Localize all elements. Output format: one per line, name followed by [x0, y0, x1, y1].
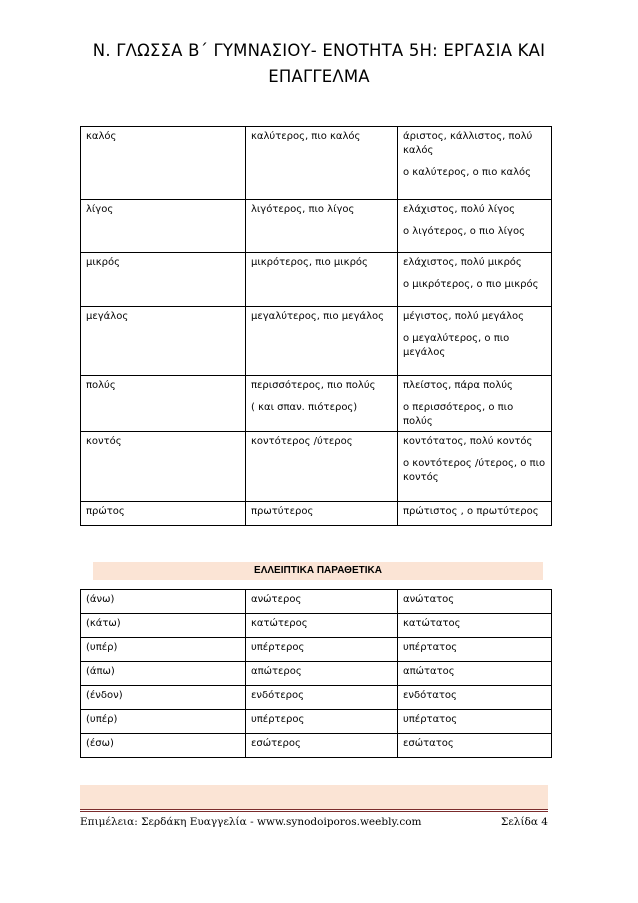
table-cell: (ένδον)	[81, 686, 246, 710]
superlative-cell	[398, 127, 552, 200]
comparative-cell	[246, 502, 398, 526]
cell-text: ο κοντότερος /ύτερος, ο πιο κοντός	[403, 458, 546, 483]
table-cell: υπέρτατος	[398, 710, 552, 734]
table-cell: κατώτατος	[398, 614, 552, 638]
footer-band	[80, 785, 548, 809]
page-title-line-1: Ν. ΓΛΩΣΣΑ Β΄ ΓΥΜΝΑΣΙΟΥ- ΕΝΟΤΗΤΑ 5Η: ΕΡΓΑΣΙΑ ΚΑΙ	[92, 41, 546, 60]
cell-text: μικρός	[86, 257, 120, 268]
table-cell: εσώτερος	[246, 734, 398, 758]
table-cell: υπέρτατος	[398, 638, 552, 662]
table-cell: (υπέρ)	[81, 638, 246, 662]
page-number: Σελίδα 4	[500, 816, 548, 828]
table-cell: απώτατος	[398, 662, 552, 686]
footer-credit: Επιμέλεια: Σερδάκη Ευαγγελία - www.synodoiporos.weebly.com	[80, 816, 422, 828]
positive-cell	[81, 200, 246, 253]
elliptical-table	[80, 589, 552, 758]
cell-text: ο μεγαλύτερος, ο πιο μεγάλος	[403, 333, 510, 358]
cell-text: ο λιγότερος, ο πιο λίγος	[403, 226, 525, 237]
cell-text: ο μικρότερος, ο πιο μικρός	[403, 279, 539, 290]
table-row	[81, 200, 552, 253]
table-cell: ανώτατος	[398, 590, 552, 614]
cell-text: άριστος, κάλλιστος, πολύ καλός	[403, 131, 533, 156]
table-cell: υπέρτερος	[246, 638, 398, 662]
table-row	[81, 432, 552, 502]
table-row	[81, 662, 552, 686]
table-row	[81, 127, 552, 200]
cell-text: λίγος	[86, 204, 114, 215]
table-cell: (άνω)	[81, 590, 246, 614]
table-cell: εσώτατος	[398, 734, 552, 758]
table-cell: κατώτερος	[246, 614, 398, 638]
table-row	[81, 638, 552, 662]
section-heading: ΕΛΛΕΙΠΤΙΚΑ ΠΑΡΑΘΕΤΙΚΑ	[93, 562, 543, 580]
cell-text: πρωτύτερος	[251, 506, 314, 517]
cell-text: καλός	[86, 131, 117, 142]
superlative-cell	[398, 502, 552, 526]
comparative-cell	[246, 307, 398, 376]
positive-cell	[81, 432, 246, 502]
table-cell: (υπέρ)	[81, 710, 246, 734]
cell-text: ( και σπαν. πιότερος)	[251, 402, 358, 413]
comparative-cell	[246, 376, 398, 432]
comparative-cell	[246, 253, 398, 307]
cell-text: πρώτος	[86, 506, 125, 517]
table-cell: (έσω)	[81, 734, 246, 758]
superlative-cell	[398, 432, 552, 502]
cell-text: ελάχιστος, πολύ λίγος	[403, 204, 516, 215]
table-row	[81, 734, 552, 758]
cell-text: ο περισσότερος, ο πιο πολύς	[403, 402, 514, 427]
table-cell: υπέρτερος	[246, 710, 398, 734]
superlative-cell	[398, 253, 552, 307]
cell-text: μέγιστος, πολύ μεγάλος	[403, 311, 524, 322]
cell-text: περισσότερος, πιο πολύς	[251, 380, 376, 391]
cell-text: κοντότατος, πολύ κοντός	[403, 436, 533, 447]
positive-cell	[81, 307, 246, 376]
cell-text: πρώτιστος , ο πρωτύτερος	[403, 506, 539, 517]
cell-text: λιγότερος, πιο λίγος	[251, 204, 355, 215]
footer-divider	[80, 809, 548, 812]
table-cell: ανώτερος	[246, 590, 398, 614]
cell-text: πλείστος, πάρα πολύς	[403, 380, 513, 391]
comparative-cell	[246, 127, 398, 200]
table-cell: (κάτω)	[81, 614, 246, 638]
superlative-cell	[398, 307, 552, 376]
table-cell: απώτερος	[246, 662, 398, 686]
comparative-cell	[246, 200, 398, 253]
table-cell: ενδότερος	[246, 686, 398, 710]
table-row	[81, 686, 552, 710]
positive-cell	[81, 376, 246, 432]
cell-text: κοντότερος /ύτερος	[251, 436, 353, 447]
superlative-cell	[398, 200, 552, 253]
page-title-line-2: ΕΠΑΓΓΕΛΜΑ	[268, 67, 370, 86]
page-title	[70, 38, 568, 90]
cell-text: καλύτερος, πιο καλός	[251, 131, 361, 142]
cell-text: μεγάλος	[86, 311, 129, 322]
table-row	[81, 502, 552, 526]
table-row	[81, 376, 552, 432]
table-row	[81, 253, 552, 307]
table-row	[81, 614, 552, 638]
superlative-cell	[398, 376, 552, 432]
cell-text: ο καλύτερος, ο πιο καλός	[403, 167, 531, 178]
cell-text: ελάχιστος, πολύ μικρός	[403, 257, 522, 268]
table-cell: (άπω)	[81, 662, 246, 686]
positive-cell	[81, 127, 246, 200]
cell-text: κοντός	[86, 436, 122, 447]
comparative-cell	[246, 432, 398, 502]
table-row	[81, 710, 552, 734]
cell-text: μεγαλύτερος, πιο μεγάλος	[251, 311, 384, 322]
cell-text: πολύς	[86, 380, 116, 391]
positive-cell	[81, 253, 246, 307]
table-cell: ενδότατος	[398, 686, 552, 710]
cell-text: μικρότερος, πιο μικρός	[251, 257, 368, 268]
positive-cell	[81, 502, 246, 526]
comparison-table	[80, 126, 552, 526]
table-row	[81, 307, 552, 376]
table-row	[81, 590, 552, 614]
